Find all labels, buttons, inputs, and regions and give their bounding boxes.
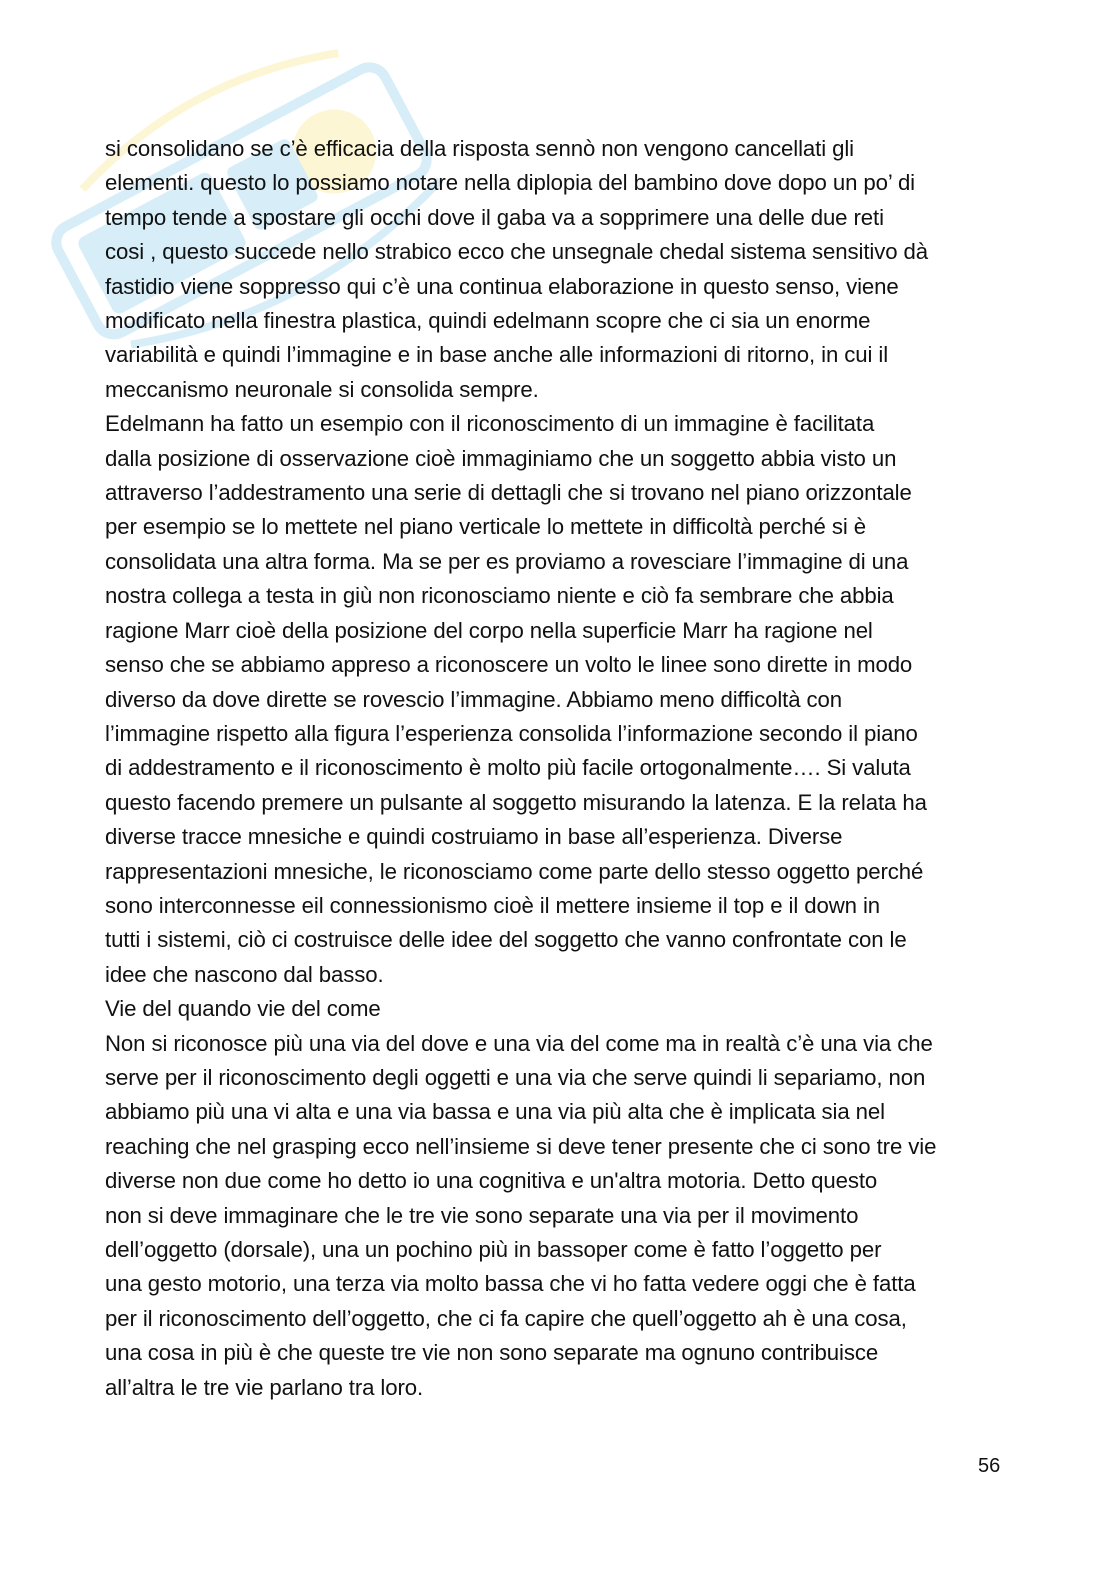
text-line: senso che se abbiamo appreso a riconoscere un volto le linee sono dirette in modo	[105, 652, 913, 678]
text-line: una gesto motorio, una terza via molto bassa che vi ho fatta vedere oggi che è fatta	[105, 1271, 916, 1297]
text-line: consolidata una altra forma. Ma se per es proviamo a rovesciare l’immagine di una	[105, 548, 909, 574]
text-line: variabilità e quindi l’immagine e in base anche alle informazioni di ritorno, in cui il	[105, 342, 889, 368]
text-line: cosi , questo succede nello strabico ecco che unsegnale chedal sistema sensitivo dà	[105, 239, 928, 265]
text-line: questo facendo premere un pulsante al soggetto misurando la latenza. E la relata ha	[105, 789, 927, 815]
text-line: diverse tracce mnesiche e quindi costruiamo in base all’esperienza. Diverse	[105, 824, 843, 850]
text-line: diverso da dove dirette se rovescio l’immagine. Abbiamo meno difficoltà con	[105, 686, 842, 712]
text-line: per esempio se lo mettete nel piano verticale lo mettete in difficoltà perché si è	[105, 514, 866, 540]
text-line: elementi. questo lo possiamo notare nella diplopia del bambino dove dopo un po’ di	[105, 170, 916, 196]
page-number: 56	[978, 1455, 1001, 1477]
text-line: modificato nella finestra plastica, quindi edelmann scopre che ci sia un enorme	[105, 308, 871, 334]
text-line: nostra collega a testa in giù non riconosciamo niente e ciò fa sembrare che abbia	[105, 583, 894, 609]
text-line: attraverso l’addestramento una serie di dettagli che si trovano nel piano orizzontale	[105, 480, 912, 506]
text-line: dell’oggetto (dorsale), una un pochino più in bassoper come è fatto l’oggetto per	[105, 1237, 882, 1262]
text-line: all’altra le tre vie parlano tra loro.	[105, 1374, 424, 1400]
text-line: serve per il riconoscimento degli oggetti e una via che serve quindi li separiamo, non	[105, 1064, 926, 1090]
text-line: abbiamo più una vi alta e una via bassa e una via più alta che è implicata sia nel	[105, 1099, 885, 1125]
text-line: per il riconoscimento dell’oggetto, che ci fa capire che quell’oggetto ah è una cosa,	[105, 1305, 907, 1331]
text-line: rappresentazioni mnesiche, le riconosciamo come parte dello stesso oggetto perché	[105, 858, 924, 884]
text-line: meccanismo neuronale si consolida sempre.	[105, 376, 539, 402]
text-line: tempo tende a spostare gli occhi dove il gaba va a sopprimere una delle due reti	[105, 204, 884, 230]
text-line: ragione Marr cioè della posizione del corpo nella superficie Marr ha ragione nel	[105, 617, 873, 643]
text-line: una cosa in più è che queste tre vie non sono separate ma ognuno contribuisce	[105, 1340, 879, 1366]
text-line: reaching che nel grasping ecco nell’insieme si deve tener presente che ci sono tre vie	[105, 1133, 937, 1159]
text-line: dalla posizione di osservazione cioè immaginiamo che un soggetto abbia visto un	[105, 445, 897, 471]
body-text	[105, 132, 1017, 1405]
text-line: si consolidano se c’è efficacia della risposta sennò non vengono cancellati gli	[105, 136, 855, 161]
text-line: non si deve immaginare che le tre vie sono separate una via per il movimento	[105, 1202, 859, 1228]
text-line: Edelmann ha fatto un esempio con il riconoscimento di un immagine è facilitata	[105, 411, 875, 437]
text-line: idee che nascono dal basso.	[105, 961, 384, 987]
text-line: diverse non due come ho detto io una cognitiva e un'altra motoria. Detto questo	[105, 1168, 878, 1194]
text-line: fastidio viene soppresso qui c’è una continua elaborazione in questo senso, viene	[105, 273, 899, 299]
text-line: Vie del quando vie del come	[105, 996, 381, 1022]
text-line: l’immagine rispetto alla figura l’esperienza consolida l’informazione secondo il piano	[105, 720, 918, 746]
text-line: sono interconnesse eil connessionismo cioè il mettere insieme il top e il down in	[105, 892, 881, 918]
text-line: tutti i sistemi, ciò ci costruisce delle idee del soggetto che vanno confrontate con le	[105, 927, 907, 953]
text-line: Non si riconosce più una via del dove e una via del come ma in realtà c’è una via che	[105, 1030, 933, 1056]
text-line: di addestramento e il riconoscimento è molto più facile ortogonalmente…. Si valuta	[105, 755, 911, 781]
